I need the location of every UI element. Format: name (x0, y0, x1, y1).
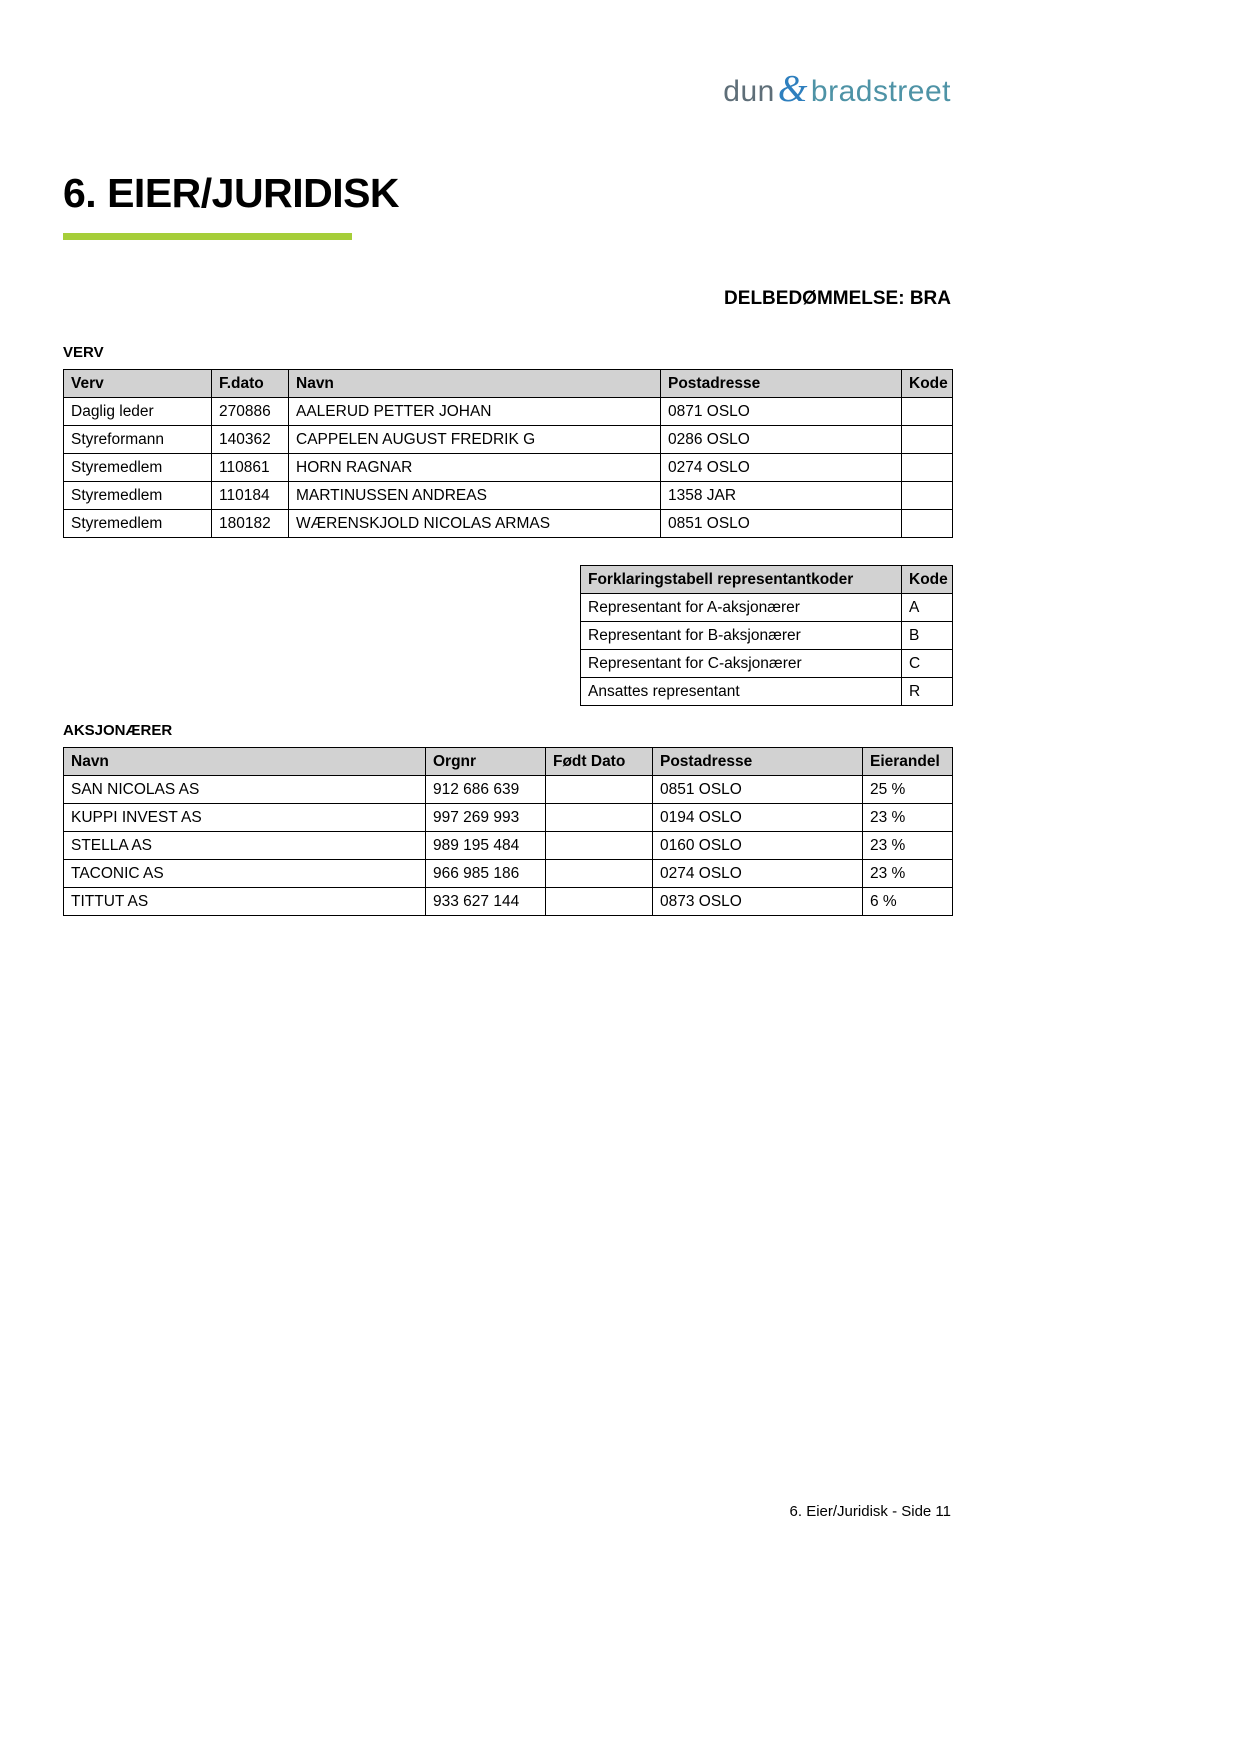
table-cell: 0873 OSLO (653, 888, 863, 916)
column-header: Født Dato (546, 748, 653, 776)
table-cell: AALERUD PETTER JOHAN (289, 398, 661, 426)
forklaring-header-row (581, 566, 953, 594)
table-cell: 6 % (863, 888, 953, 916)
table-row (64, 804, 953, 832)
table-cell: 180182 (212, 510, 289, 538)
column-header: Postadresse (661, 370, 902, 398)
table-cell: 23 % (863, 860, 953, 888)
table-cell: 0274 OSLO (661, 454, 902, 482)
accent-bar (63, 233, 352, 240)
verv-table-body (64, 398, 953, 538)
verv-section-title: VERV (63, 344, 104, 361)
table-cell: WÆRENSKJOLD NICOLAS ARMAS (289, 510, 661, 538)
table-cell: 0871 OSLO (661, 398, 902, 426)
table-cell (902, 426, 953, 454)
verv-table (63, 369, 953, 538)
table-row (64, 398, 953, 426)
table-cell: 23 % (863, 804, 953, 832)
table-cell: Styremedlem (64, 510, 212, 538)
logo-dun-text: dun (723, 75, 775, 108)
table-cell (902, 454, 953, 482)
table-cell: 140362 (212, 426, 289, 454)
table-cell: Representant for B-aksjonærer (581, 622, 902, 650)
aksjonaerer-table-body (64, 776, 953, 916)
table-cell: 966 985 186 (426, 860, 546, 888)
table-cell: A (902, 594, 953, 622)
table-cell: TITTUT AS (64, 888, 426, 916)
table-cell: 997 269 993 (426, 804, 546, 832)
logo-bradstreet-text: bradstreet (810, 75, 951, 108)
table-cell: 0851 OSLO (653, 776, 863, 804)
table-row (581, 678, 953, 706)
table-cell (546, 804, 653, 832)
table-row (64, 888, 953, 916)
table-row (64, 832, 953, 860)
table-cell: SAN NICOLAS AS (64, 776, 426, 804)
column-header: Kode (902, 370, 953, 398)
table-row (64, 482, 953, 510)
table-row (581, 650, 953, 678)
table-cell (902, 398, 953, 426)
column-header: Eierandel (863, 748, 953, 776)
table-cell (546, 776, 653, 804)
column-header: Orgnr (426, 748, 546, 776)
ampersand-icon: & (777, 68, 808, 110)
table-cell: B (902, 622, 953, 650)
table-cell: R (902, 678, 953, 706)
table-cell: HORN RAGNAR (289, 454, 661, 482)
table-cell: STELLA AS (64, 832, 426, 860)
table-cell: Styremedlem (64, 454, 212, 482)
table-row (64, 510, 953, 538)
table-cell: KUPPI INVEST AS (64, 804, 426, 832)
aksjonaerer-header-row (64, 748, 953, 776)
table-cell: MARTINUSSEN ANDREAS (289, 482, 661, 510)
table-cell: 0160 OSLO (653, 832, 863, 860)
table-cell: Representant for C-aksjonærer (581, 650, 902, 678)
page-title: 6. EIER/JURIDISK (63, 170, 400, 216)
column-header: Navn (289, 370, 661, 398)
aksjonaerer-section-title: AKSJONÆRER (63, 722, 173, 739)
table-cell: 912 686 639 (426, 776, 546, 804)
table-cell: Ansattes representant (581, 678, 902, 706)
table-row (64, 776, 953, 804)
table-cell: 0194 OSLO (653, 804, 863, 832)
table-cell: 270886 (212, 398, 289, 426)
table-cell: 933 627 144 (426, 888, 546, 916)
table-cell: 0851 OSLO (661, 510, 902, 538)
table-cell: 1358 JAR (661, 482, 902, 510)
column-header: Postadresse (653, 748, 863, 776)
table-cell: Styreformann (64, 426, 212, 454)
page-footer: 6. Eier/Juridisk - Side 11 (789, 1503, 951, 1520)
table-cell: TACONIC AS (64, 860, 426, 888)
table-row (581, 594, 953, 622)
table-cell: CAPPELEN AUGUST FREDRIK G (289, 426, 661, 454)
column-header: Navn (64, 748, 426, 776)
table-row (581, 622, 953, 650)
table-cell: 110184 (212, 482, 289, 510)
forklaring-table-body (581, 594, 953, 706)
table-cell: Styremedlem (64, 482, 212, 510)
table-cell: 23 % (863, 832, 953, 860)
table-cell: 0286 OSLO (661, 426, 902, 454)
table-cell: 989 195 484 (426, 832, 546, 860)
column-header: Forklaringstabell representantkoder (581, 566, 902, 594)
table-cell: Daglig leder (64, 398, 212, 426)
table-cell (546, 860, 653, 888)
table-cell: 110861 (212, 454, 289, 482)
table-cell: C (902, 650, 953, 678)
column-header: F.dato (212, 370, 289, 398)
table-cell (546, 888, 653, 916)
table-cell (546, 832, 653, 860)
aksjonaerer-table (63, 747, 953, 916)
table-cell (902, 510, 953, 538)
table-cell: Representant for A-aksjonærer (581, 594, 902, 622)
subassessment-title: DELBEDØMMELSE: BRA (724, 288, 951, 309)
column-header: Kode (902, 566, 953, 594)
table-row (64, 426, 953, 454)
table-cell (902, 482, 953, 510)
verv-header-row (64, 370, 953, 398)
table-row (64, 454, 953, 482)
table-cell: 0274 OSLO (653, 860, 863, 888)
column-header: Verv (64, 370, 212, 398)
forklaring-table (580, 565, 953, 706)
table-row (64, 860, 953, 888)
table-cell: 25 % (863, 776, 953, 804)
dun-bradstreet-logo (723, 70, 951, 109)
